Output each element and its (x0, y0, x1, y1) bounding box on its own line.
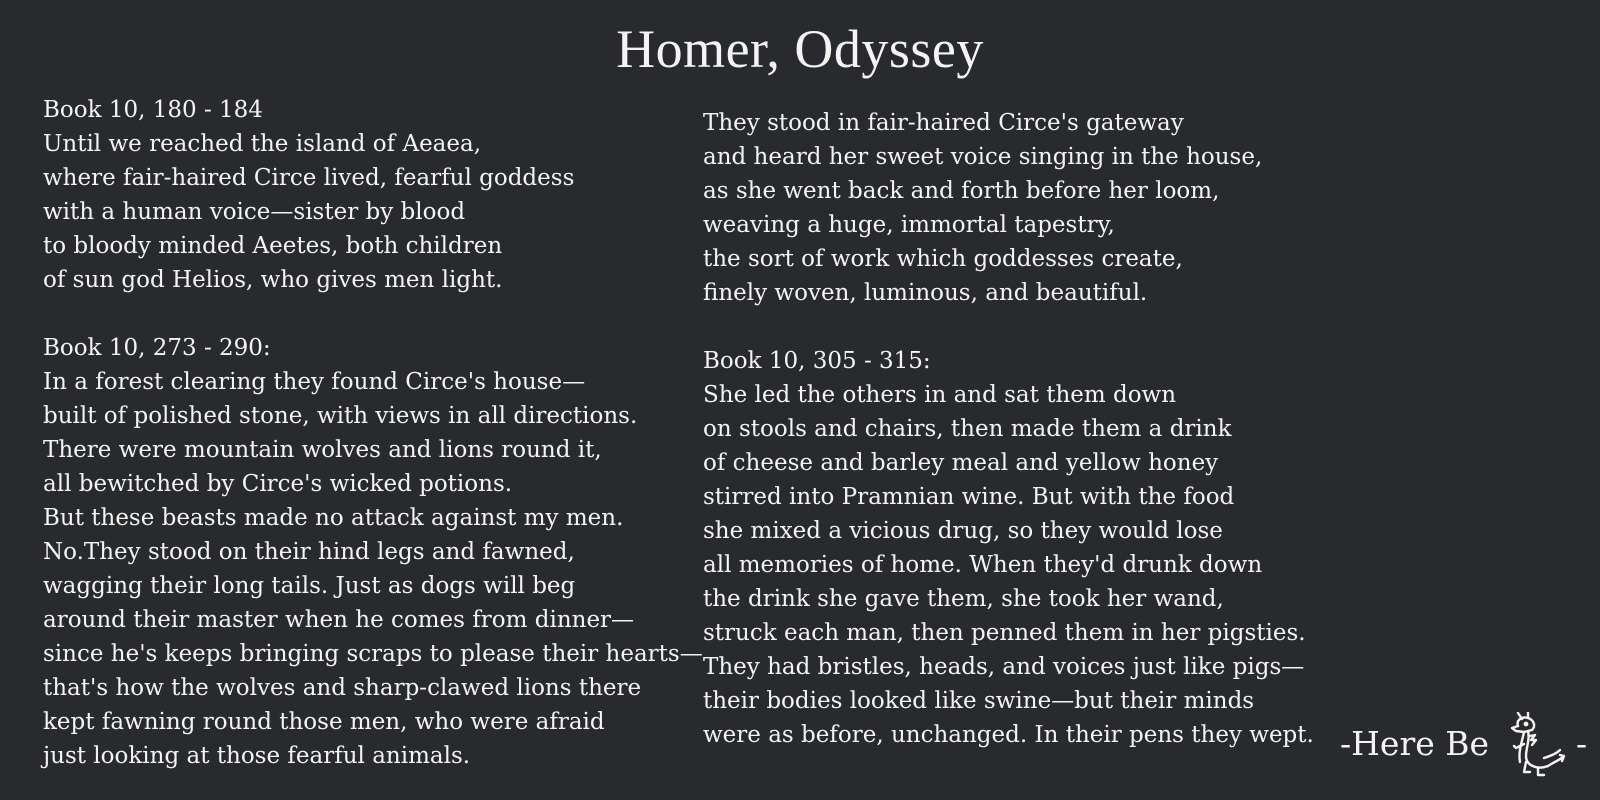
verse-line: and heard her sweet voice singing in the house, (703, 144, 1263, 170)
verse-line: They had bristles, heads, and voices just like pigs— (703, 654, 1305, 680)
passage-heading: Book 10, 273 - 290: (43, 335, 271, 361)
verse-line: There were mountain wolves and lions round it, (43, 437, 602, 463)
verse-line: of cheese and barley meal and yellow honey (703, 450, 1219, 476)
verse-line: to bloody minded Aeetes, both children (43, 233, 503, 259)
verse-line: where fair-haired Circe lived, fearful goddess (43, 165, 575, 191)
passage-heading: Book 10, 305 - 315: (703, 348, 931, 374)
left-column (43, 93, 703, 773)
verse-line: In a forest clearing they found Circe's house— (43, 369, 586, 395)
passage (43, 93, 703, 297)
passage (703, 344, 1314, 752)
verse-line: wagging their long tails. Just as dogs will beg (43, 573, 576, 599)
brand-text: -Here Be (1340, 724, 1490, 763)
verse-line: she mixed a vicious drug, so they would lose (703, 518, 1223, 544)
verse-line: all memories of home. When they'd drunk down (703, 552, 1263, 578)
verse-line: the drink she gave them, she took her wand, (703, 586, 1224, 612)
verse-line: that's how the wolves and sharp-clawed lions there (43, 675, 642, 701)
right-column (703, 106, 1314, 752)
passage (43, 331, 703, 773)
verse-line: They stood in fair-haired Circe's gateway (703, 110, 1184, 136)
verse-line: No.They stood on their hind legs and fawned, (43, 539, 575, 565)
verse-line: struck each man, then penned them in her pigsties. (703, 620, 1306, 646)
verse-line: all bewitched by Circe's wicked potions. (43, 471, 513, 497)
verse-line: just looking at those fearful animals. (43, 743, 471, 769)
verse-line: around their master when he comes from dinner— (43, 607, 635, 633)
verse-line: as she went back and forth before her loom, (703, 178, 1220, 204)
verse-line: stirred into Pramnian wine. But with the food (703, 484, 1235, 510)
passage (703, 106, 1314, 310)
verse-line: built of polished stone, with views in all directions. (43, 403, 638, 429)
verse-line: of sun god Helios, who gives men light. (43, 267, 503, 293)
passage-heading: Book 10, 180 - 184 (43, 97, 263, 123)
verse-line: weaving a huge, immortal tapestry, (703, 212, 1115, 238)
verse-line: the sort of work which goddesses create, (703, 246, 1183, 272)
verse-line: She led the others in and sat them down (703, 382, 1177, 408)
page-title: Homer, Odyssey (616, 19, 984, 79)
verse-line: since he's keeps bringing scraps to please their hearts— (43, 641, 703, 667)
verse-line: kept fawning round those men, who were afraid (43, 709, 605, 735)
dragon-icon (1504, 712, 1568, 778)
verse-line: on stools and chairs, then made them a drink (703, 416, 1232, 442)
verse-line: finely woven, luminous, and beautiful. (703, 280, 1148, 306)
brand-dash: - (1576, 724, 1588, 763)
verse-line: their bodies looked like swine—but their minds (703, 688, 1255, 714)
verse-line: But these beasts made no attack against my men. (43, 505, 624, 531)
verse-line: with a human voice—sister by blood (43, 199, 466, 225)
verse-line: Until we reached the island of Aeaea, (43, 131, 482, 157)
verse-line: were as before, unchanged. In their pens they wept. (703, 722, 1314, 748)
brand-watermark (1340, 712, 1590, 782)
